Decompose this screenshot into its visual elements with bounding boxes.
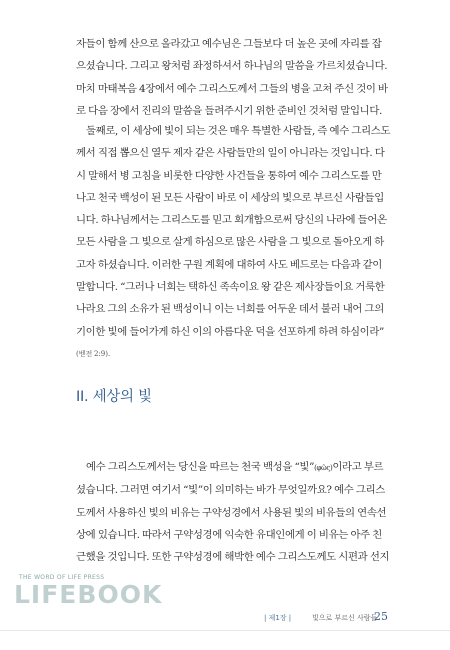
paragraph-line: 나고 천국 백성이 된 모든 사람이 바로 이 세상의 빛으로 부르신 사람들입: [76, 191, 384, 204]
footer-chapter: | 제1장 |: [264, 614, 292, 622]
paragraph-line: 께서 직접 뽑으신 열두 제자 같은 사람들만의 일이 아니라는 것입니다. 다: [76, 147, 385, 160]
paragraph-line: 시 말해서 병 고침을 비롯한 다양한 사건들을 통하여 예수 그리스도를 만: [76, 169, 382, 182]
publisher-logo: [12, 574, 163, 620]
logo-name: LIFEBOOK: [14, 580, 163, 609]
paragraph-line: 마치 마태복음 4장에서 예수 그리스도께서 그들의 병을 고쳐 주신 것이 바: [76, 82, 388, 95]
paragraph-1: [76, 33, 396, 122]
paragraph-line: 고자 하셨습니다. 이러한 구원 계획에 대하여 사도 베드로는 다음과 같이: [76, 258, 382, 271]
section-heading: II. 세상의 빛: [76, 389, 152, 405]
paragraph-3: [76, 456, 396, 568]
paragraph-line: 상에 있습니다. 따라서 구약성경에 익숙한 유대인에게 이 비유는 아주 친: [76, 528, 382, 541]
paragraph-line: 로 다음 장에서 진리의 말씀을 들려주시기 위한 준비인 것처럼 말입니다.: [76, 104, 382, 117]
paragraph-2: [76, 120, 396, 365]
paragraph-line: 으셨습니다. 그리고 왕처럼 좌정하셔서 하나님의 말씀을 가르치셨습니다.: [76, 60, 388, 73]
bible-citation: (벧전 2:9).: [76, 349, 111, 358]
paragraph-line: 나라요 그의 소유가 된 백성이니 이는 너희를 어두운 데서 불러 내어 그의: [76, 303, 384, 316]
paragraph-line: 셨습니다. 그러면 여기서 “빛”이 의미하는 바가 무엇일까요? 예수 그리스: [76, 484, 385, 497]
footer-divider: [0, 630, 450, 631]
paragraph-line: 자들이 함께 산으로 올라갔고 예수님은 그들보다 더 높은 곳에 자리를 잡: [76, 38, 382, 50]
paragraph-line: 도께서 사용하신 빛의 비유는 구약성경에서 사용된 빛의 비유들의 연속선: [76, 506, 387, 519]
paragraph-line: 니다. 하나님께서는 그리스도를 믿고 회개함으로써 당신의 나라에 들어온: [76, 214, 387, 227]
line-segment: 예수 그리스도께서는 당신을 따르는 천국 백성을 “빛”: [86, 461, 315, 473]
page-footer: [250, 610, 400, 624]
paragraph-line: 모든 사람을 그 빛으로 살게 하심으로 많은 사람을 그 빛으로 돌아오게 하: [76, 236, 384, 249]
greek-word: (φῶς): [314, 464, 333, 472]
paragraph-line: [76, 456, 396, 479]
line-segment: 이라고 부르: [332, 461, 384, 473]
paragraph-line: 말합니다. “그러나 너희는 택하신 족속이요 왕 같은 제사장들이요 거룩한: [76, 281, 385, 294]
logo-tagline: THE WORD OF LIFE PRESS: [19, 574, 105, 581]
page-number: 25: [374, 610, 388, 623]
paragraph-line: 근했을 것입니다. 또한 구약성경에 해박한 예수 그리스도께도 시편과 선지: [76, 551, 390, 564]
paragraph-line: 둘째로, 이 세상에 빛이 되는 것은 매우 특별한 사람들, 즉 예수 그리스도: [86, 125, 391, 137]
paragraph-line: 기이한 빛에 들어가게 하신 이의 아름다운 덕을 선포하게 하려 하심이라”: [76, 325, 384, 338]
footer-title: 빛으로 부르신 사람들: [312, 614, 378, 622]
